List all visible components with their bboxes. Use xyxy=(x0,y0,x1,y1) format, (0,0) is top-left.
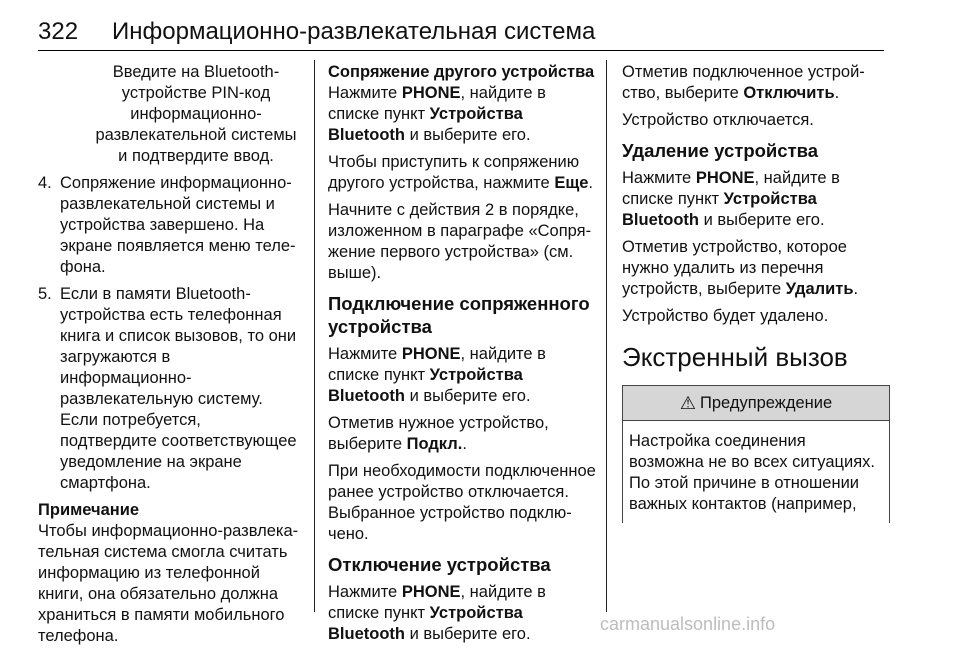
step-text: Сопряжение информационно-развлекательной системы и устройства завершено. На экране появляется меню телефона. xyxy=(60,174,296,276)
warning-text: Настройка соединения возможна не во всех ситуациях. По этой причине в отношении важных контактов (например, xyxy=(622,421,890,523)
paragraph: Отметив подключенное устройство, выберите Отключить. xyxy=(622,63,865,102)
paragraph: Отметив нужное устройство, выберите Подкл.. xyxy=(328,414,549,453)
paragraph: Нажмите PHONE, найдите в списке пункт Устройства Bluetooth и выберите его. xyxy=(328,84,546,144)
emergency-call-section-title: Экстренный вызов xyxy=(622,342,848,372)
column-divider xyxy=(606,60,607,612)
warning-triangle-icon: ⚠ xyxy=(679,392,696,413)
warning-title: Предупреждение xyxy=(699,393,833,412)
step-number: 5. xyxy=(38,285,52,303)
step-number: 4. xyxy=(38,174,52,192)
pair-other-heading: Сопряжение другого устройства xyxy=(328,63,595,81)
page-title: Информационно-развлекательная система xyxy=(112,18,596,45)
column-divider xyxy=(314,60,315,612)
note-text: Чтобы информационно-развлекательная система смогла считать информацию из телефонной книги, она обязательно должна храниться в памяти мобильного телефона. xyxy=(38,522,299,645)
paragraph: Нажмите PHONE, найдите в списке пункт Устройства Bluetooth и выберите его. xyxy=(328,583,546,643)
list-item xyxy=(38,284,300,494)
column-1 xyxy=(38,62,300,653)
column-2 xyxy=(328,62,596,651)
connect-heading: Подключение сопряженного устройства xyxy=(328,293,590,337)
watermark: carmanualsonline.info xyxy=(600,614,776,634)
warning-box xyxy=(622,385,890,523)
list-item xyxy=(38,173,300,278)
column-3 xyxy=(622,62,890,523)
step-text: Если в памяти Bluetooth-устройства есть телефонная книга и список вызовов, то они загружаются в информационно-развлекательную систему. Если потребуется, подтвердите соответствующее уведомление на экране смартфона. xyxy=(60,285,297,492)
paragraph: Нажмите PHONE, найдите в списке пункт Устройства Bluetooth и выберите его. xyxy=(622,169,840,229)
page-number: 322 xyxy=(38,18,79,45)
page-header xyxy=(38,18,884,51)
step-3-continuation: Введите на Bluetooth-устройстве PIN-код информационно-развлекательной системы и подтвердите ввод. xyxy=(95,63,297,165)
paragraph: Отметив устройство, которое нужно удалить из перечня устройств, выберите Удалить. xyxy=(622,238,859,298)
warning-header xyxy=(622,385,890,421)
delete-heading: Удаление устройства xyxy=(622,140,819,161)
note-heading: Примечание xyxy=(38,501,140,519)
paragraph: Нажмите PHONE, найдите в списке пункт Устройства Bluetooth и выберите его. xyxy=(328,345,546,405)
paragraph: Чтобы приступить к сопряжению другого устройства, нажмите Еще. xyxy=(328,153,594,192)
paragraph: Начните с действия 2 в порядке, изложенном в параграфе «Сопряжение первого устройства» (см. выше). xyxy=(328,201,592,282)
disconnect-heading: Отключение устройства xyxy=(328,554,551,575)
steps-list xyxy=(38,173,300,494)
paragraph: Устройство отключается. xyxy=(622,111,814,129)
paragraph: При необходимости подключенное ранее устройство отключается. Выбранное устройство подключено. xyxy=(328,462,596,543)
paragraph: Устройство будет удалено. xyxy=(622,307,829,325)
